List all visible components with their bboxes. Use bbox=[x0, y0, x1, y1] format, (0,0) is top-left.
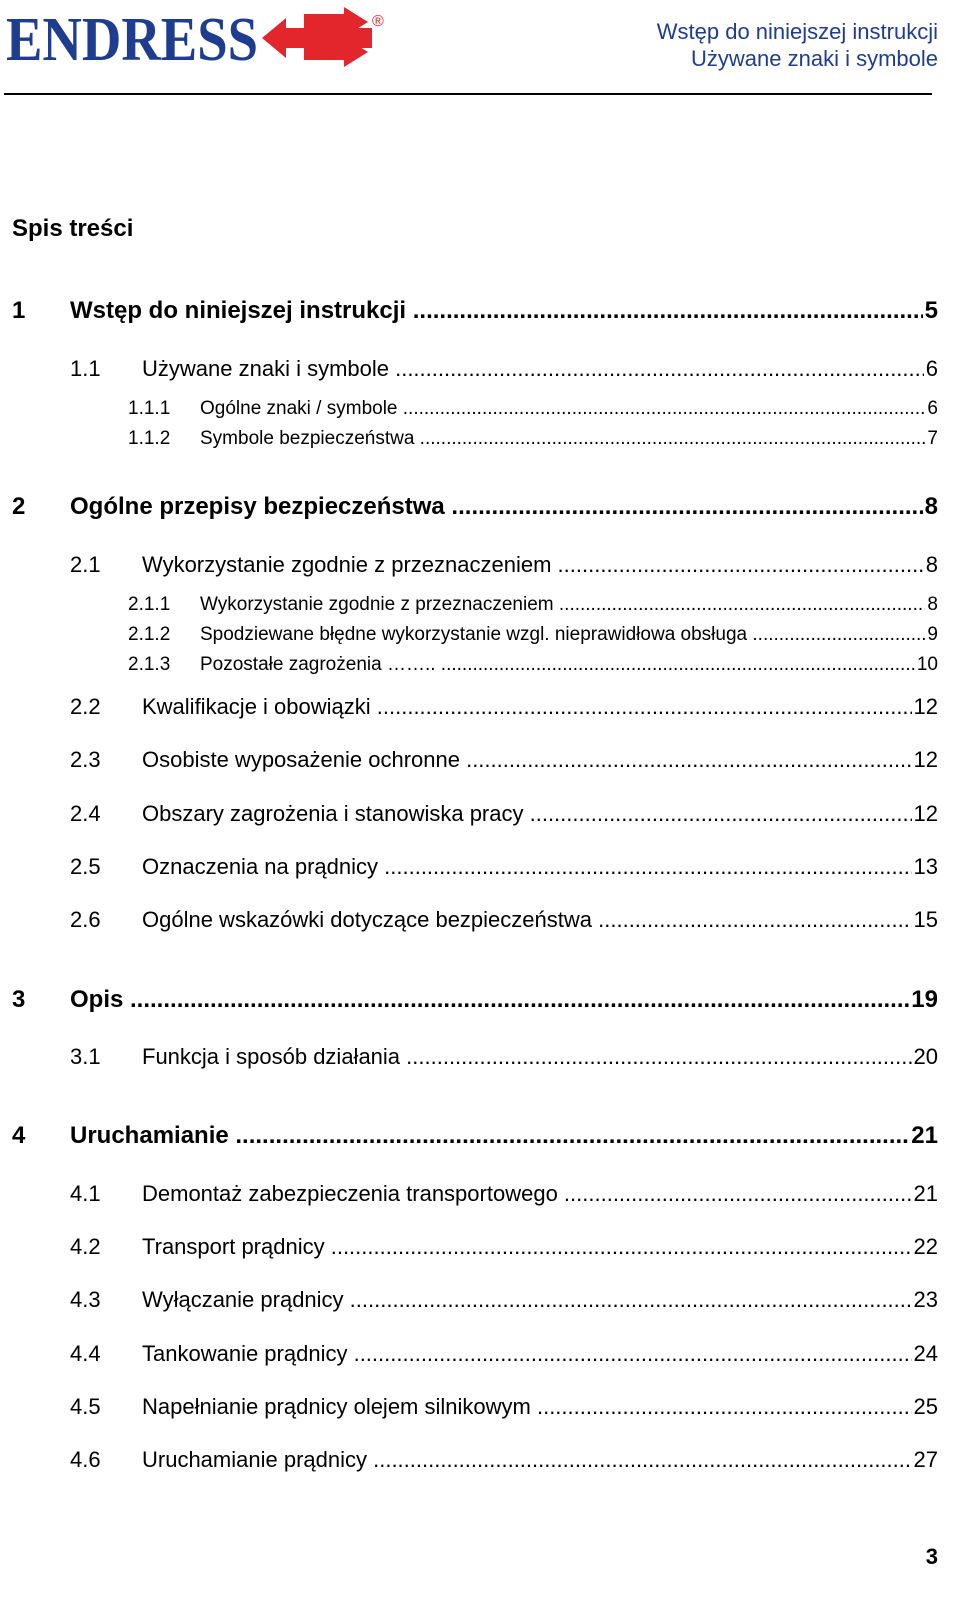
toc-entry[interactable]: 2.1 Wykorzystanie zgodnie z przeznaczeniem ..... 8 bbox=[0, 550, 938, 580]
toc-entry[interactable]: 2.4 Obszary zagrożenia i stanowiska pracy ..... 12 bbox=[0, 799, 938, 829]
toc-entry[interactable]: 4.2 Transport prądnicy ..... 22 bbox=[0, 1232, 938, 1262]
toc-entry[interactable]: 1.1.1 Ogólne znaki / symbole ..... 6 bbox=[0, 397, 938, 427]
toc-entry[interactable]: 2.6 Ogólne wskazówki dotyczące bezpieczeństwa ..... 15 bbox=[0, 905, 938, 935]
toc-entry[interactable]: 4.5 Napełnianie prądnicy olejem silnikowym ..... 25 bbox=[0, 1392, 938, 1422]
endress-logo bbox=[4, 4, 394, 70]
trademark-symbol: ® bbox=[372, 13, 384, 30]
toc-entry[interactable]: 2 Ogólne przepisy bezpieczeństwa ..... 8 bbox=[0, 492, 938, 522]
toc-entry[interactable]: 2.3 Osobiste wyposażenie ochronne ..... 12 bbox=[0, 745, 938, 775]
toc-entry[interactable]: 1.1 Używane znaki i symbole ..... 6 bbox=[0, 354, 938, 384]
toc-entry[interactable]: 3 Opis ..... 19 bbox=[0, 985, 938, 1015]
header-chapter: Wstęp do niniejszej instrukcji bbox=[656, 19, 938, 44]
running-header bbox=[657, 18, 938, 72]
header-divider bbox=[4, 93, 932, 95]
logo-wordmark: ENDRESS bbox=[6, 6, 258, 70]
header-section: Używane znaki i symbole bbox=[691, 46, 938, 71]
toc-entry[interactable]: 4.4 Tankowanie prądnicy ..... 24 bbox=[0, 1339, 938, 1369]
page-number: 3 bbox=[925, 1544, 938, 1569]
toc-entry[interactable]: 3.1 Funkcja i sposób działania ..... 20 bbox=[0, 1042, 938, 1072]
logo-graphic bbox=[4, 4, 394, 70]
toc-entry[interactable]: 2.1.1 Wykorzystanie zgodnie z przeznaczeniem ..... 8 bbox=[0, 593, 938, 623]
logo-arrows-icon bbox=[262, 7, 388, 67]
toc-entry[interactable]: 2.1.3 Pozostałe zagrożenia …….. ..... 10 bbox=[0, 653, 938, 683]
toc-entry[interactable]: 4 Uruchamianie ..... 21 bbox=[0, 1121, 938, 1151]
toc-entry[interactable]: 2.5 Oznaczenia na prądnicy ..... 13 bbox=[0, 852, 938, 882]
toc-entry[interactable]: 4.3 Wyłączanie prądnicy ..... 23 bbox=[0, 1285, 938, 1315]
toc-entry[interactable]: 1 Wstęp do niniejszej instrukcji ..... 5 bbox=[0, 296, 938, 326]
toc-entry[interactable]: 1.1.2 Symbole bezpieczeństwa ..... 7 bbox=[0, 427, 938, 457]
toc-entry[interactable]: 2.2 Kwalifikacje i obowiązki ..... 12 bbox=[0, 692, 938, 722]
toc-entry[interactable]: 4.6 Uruchamianie prądnicy ..... 27 bbox=[0, 1445, 938, 1475]
toc-title: Spis treści bbox=[12, 215, 134, 242]
toc-entry[interactable]: 4.1 Demontaż zabezpieczenia transportowego ..... 21 bbox=[0, 1179, 938, 1209]
toc-entry[interactable]: 2.1.2 Spodziewane błędne wykorzystanie wzgl. nieprawidłowa obsługa ..... 9 bbox=[0, 623, 938, 653]
